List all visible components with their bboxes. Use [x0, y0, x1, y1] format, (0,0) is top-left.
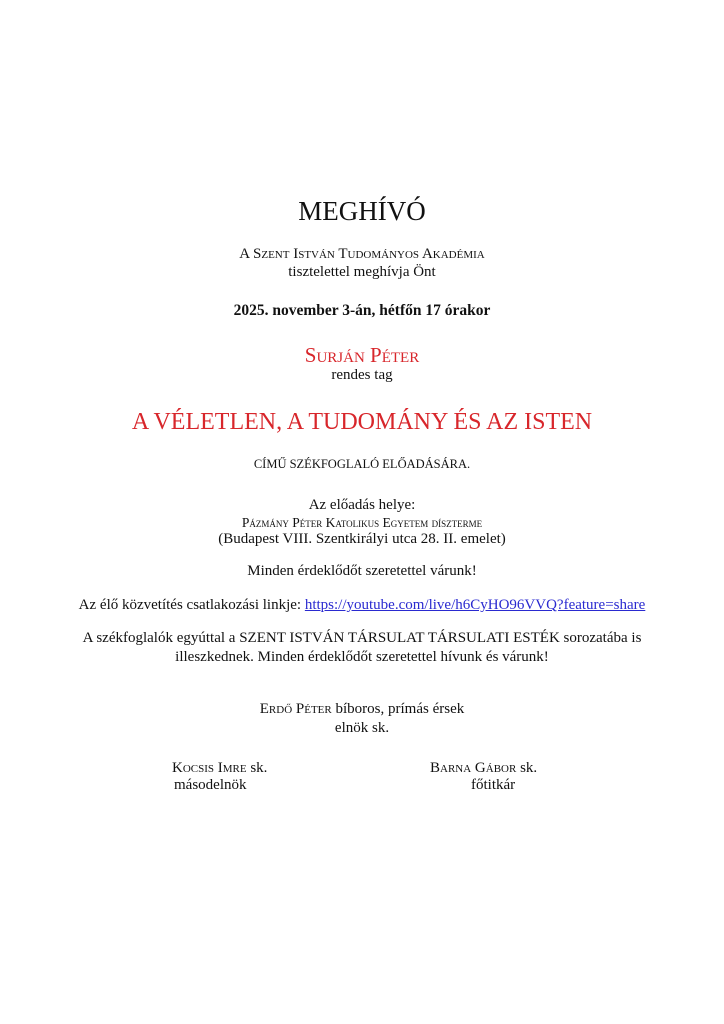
note-line-1: A székfoglalók egyúttal a SZENT ISTVÁN TÁRSULAT TÁRSULATI ESTÉK sorozatába is — [82, 630, 642, 646]
venue-label: Az előadás helye: — [308, 497, 416, 513]
stream-label: Az élő közvetítés csatlakozási linkje: — [78, 597, 305, 613]
stream-link[interactable]: https://youtube.com/live/h6CyHO96VVQ?feature=share — [304, 597, 646, 613]
invitation-title: MEGHÍVÓ — [298, 196, 426, 226]
venue-address: (Budapest VIII. Szentkirályi utca 28. II. emelet) — [218, 531, 506, 547]
vice-president-title: másodelnök — [174, 777, 247, 793]
secretary-general-suffix: sk. — [516, 760, 538, 776]
venue-name: Pázmány Péter Katolikus Egyetem díszterme — [241, 515, 483, 530]
organization-name: A Szent István Tudományos Akadémia — [239, 246, 485, 262]
note-line-2: illeszkednek. Minden érdeklődőt szeretettel hívunk és várunk! — [175, 649, 549, 665]
stream-line — [0, 597, 724, 614]
president-title: elnök sk. — [334, 720, 390, 736]
president-suffix: bíboros, prímás érsek — [331, 701, 465, 717]
secretary-general-name: Barna Gábor — [430, 760, 517, 776]
president-signature — [0, 701, 724, 718]
invitation-text: tisztelettel meghívja Önt — [288, 264, 436, 280]
event-date: 2025. november 3-án, hétfőn 17 órakor — [233, 302, 491, 319]
vice-president-signature — [172, 760, 267, 777]
president-name: Erdő Péter — [259, 701, 332, 717]
welcome-text: Minden érdeklődőt szeretettel várunk! — [247, 563, 477, 579]
speaker-rank: rendes tag — [331, 367, 393, 383]
secretary-general-signature — [430, 760, 537, 777]
vice-president-name: Kocsis Imre — [172, 760, 247, 776]
secretary-general-title: főtitkár — [471, 777, 516, 793]
lecture-type: CÍMŰ SZÉKFOGLALÓ ELŐADÁSÁRA. — [253, 457, 471, 471]
lecture-title: A VÉLETLEN, A TUDOMÁNY ÉS AZ ISTEN — [131, 409, 593, 435]
speaker-name: Surján Péter — [304, 343, 420, 367]
vice-president-suffix: sk. — [246, 760, 268, 776]
